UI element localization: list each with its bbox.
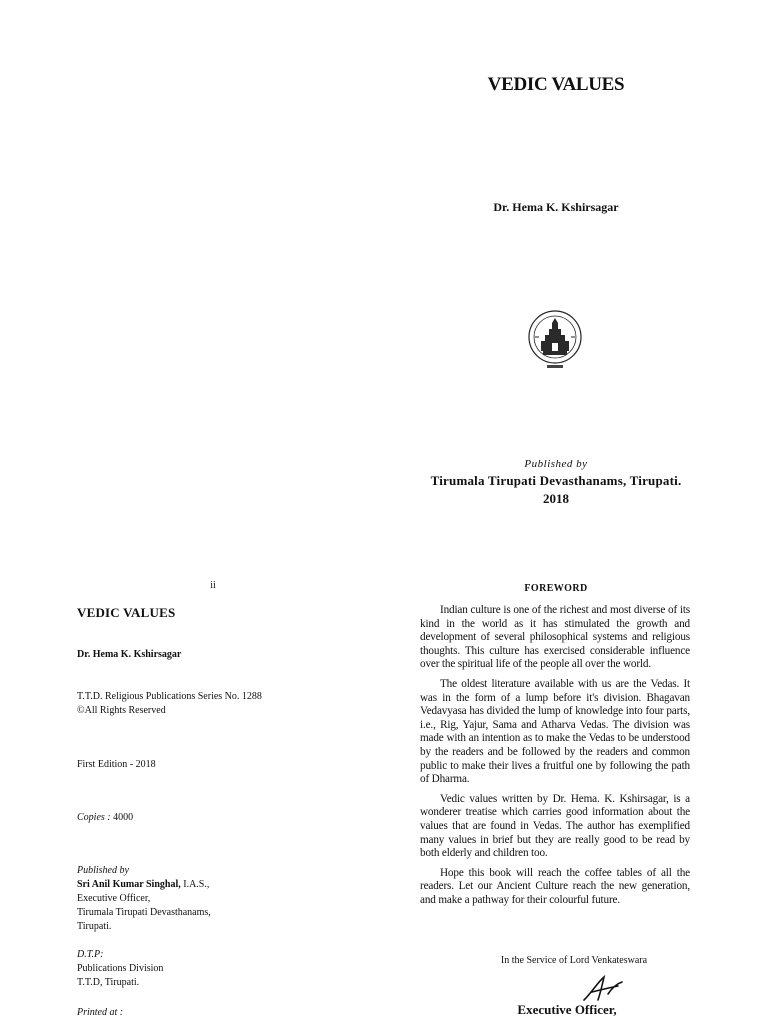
published-by-label: Published by: [524, 458, 588, 470]
dtp-line: Publications Division: [77, 963, 164, 974]
dtp-block: [77, 948, 163, 990]
dtp-label: D.T.P:: [77, 949, 104, 960]
signature-icon: [578, 974, 628, 1004]
dtp-line: T.T.D, Tirupati.: [77, 977, 140, 988]
publisher-address-line: Executive Officer,: [77, 893, 151, 904]
book-title: VEDIC VALUES: [487, 74, 625, 95]
published-by-label: Published by: [77, 865, 129, 876]
imprint-title: VEDIC VALUES: [77, 605, 176, 620]
copies-label: Copies :: [77, 812, 111, 823]
publisher-address-line: Tirumala Tirupati Devasthanams,: [77, 907, 211, 918]
publisher-person: Sri Anil Kumar Singhal,: [77, 879, 181, 890]
service-line: In the Service of Lord Venkateswara: [500, 955, 648, 966]
author-name: Dr. Hema K. Kshirsagar: [493, 200, 619, 214]
foreword-body: [420, 604, 690, 913]
rights-notice: ©All Rights Reserved: [77, 705, 166, 716]
publisher-line: [77, 878, 211, 892]
foreword-paragraph: Indian culture is one of the richest and most diverse of its kind in the world as it has stimulated the growth and development of several philosophical systems and religious thoughts. This culture has exercised considerable influence over the spiritual life of the people all over the world.: [420, 604, 690, 671]
foreword-paragraph: Hope this book will reach the coffee tables of all the readers. Let our Ancient Culture reach the new generation, and make a pathway for their colourful future.: [420, 866, 690, 906]
ttd-emblem-icon: [527, 305, 583, 371]
series-number: T.T.D. Religious Publications Series No. 1288: [77, 691, 262, 702]
publication-year: 2018: [543, 491, 569, 506]
page-number: ii: [210, 580, 216, 591]
published-block: [77, 864, 211, 934]
signatory-title: Executive Officer,: [517, 1002, 617, 1017]
copies-info: [77, 811, 133, 825]
publisher-suffix: I.A.S.,: [183, 879, 210, 890]
foreword-paragraph: The oldest literature available with us are the Vedas. It was in the form of a lump before it's division. Bhagavan Vedavyasa has divided the lump of knowledge into four parts, i.e., Rig, Yajur, Sama and Atharva Vedas. The division was made with an intention as to make the Vedas to be understood by the readers and be followed by the readers and common public to make their lives a fruitful one by following the path of Dharma.: [420, 677, 690, 786]
publisher-name: Tirumala Tirupati Devasthanams, Tirupati.: [430, 473, 682, 488]
copies-value: 4000: [113, 812, 134, 823]
series-info: [77, 690, 262, 718]
printed-label: Printed at :: [77, 1007, 124, 1018]
foreword-paragraph: Vedic values written by Dr. Hema. K. Kshirsagar, is a wonderer treatise which carries good information about the values that are found in Vedas. The author has exemplified many values in brief but they are really good to be read by both elderly and children too.: [420, 792, 690, 860]
publisher-address-line: Tirupati.: [77, 921, 112, 932]
edition-info: First Edition - 2018: [77, 759, 156, 770]
imprint-author: Dr. Hema K. Kshirsagar: [77, 649, 182, 660]
foreword-heading: FOREWORD: [524, 583, 588, 594]
printed-block: [77, 1006, 123, 1020]
